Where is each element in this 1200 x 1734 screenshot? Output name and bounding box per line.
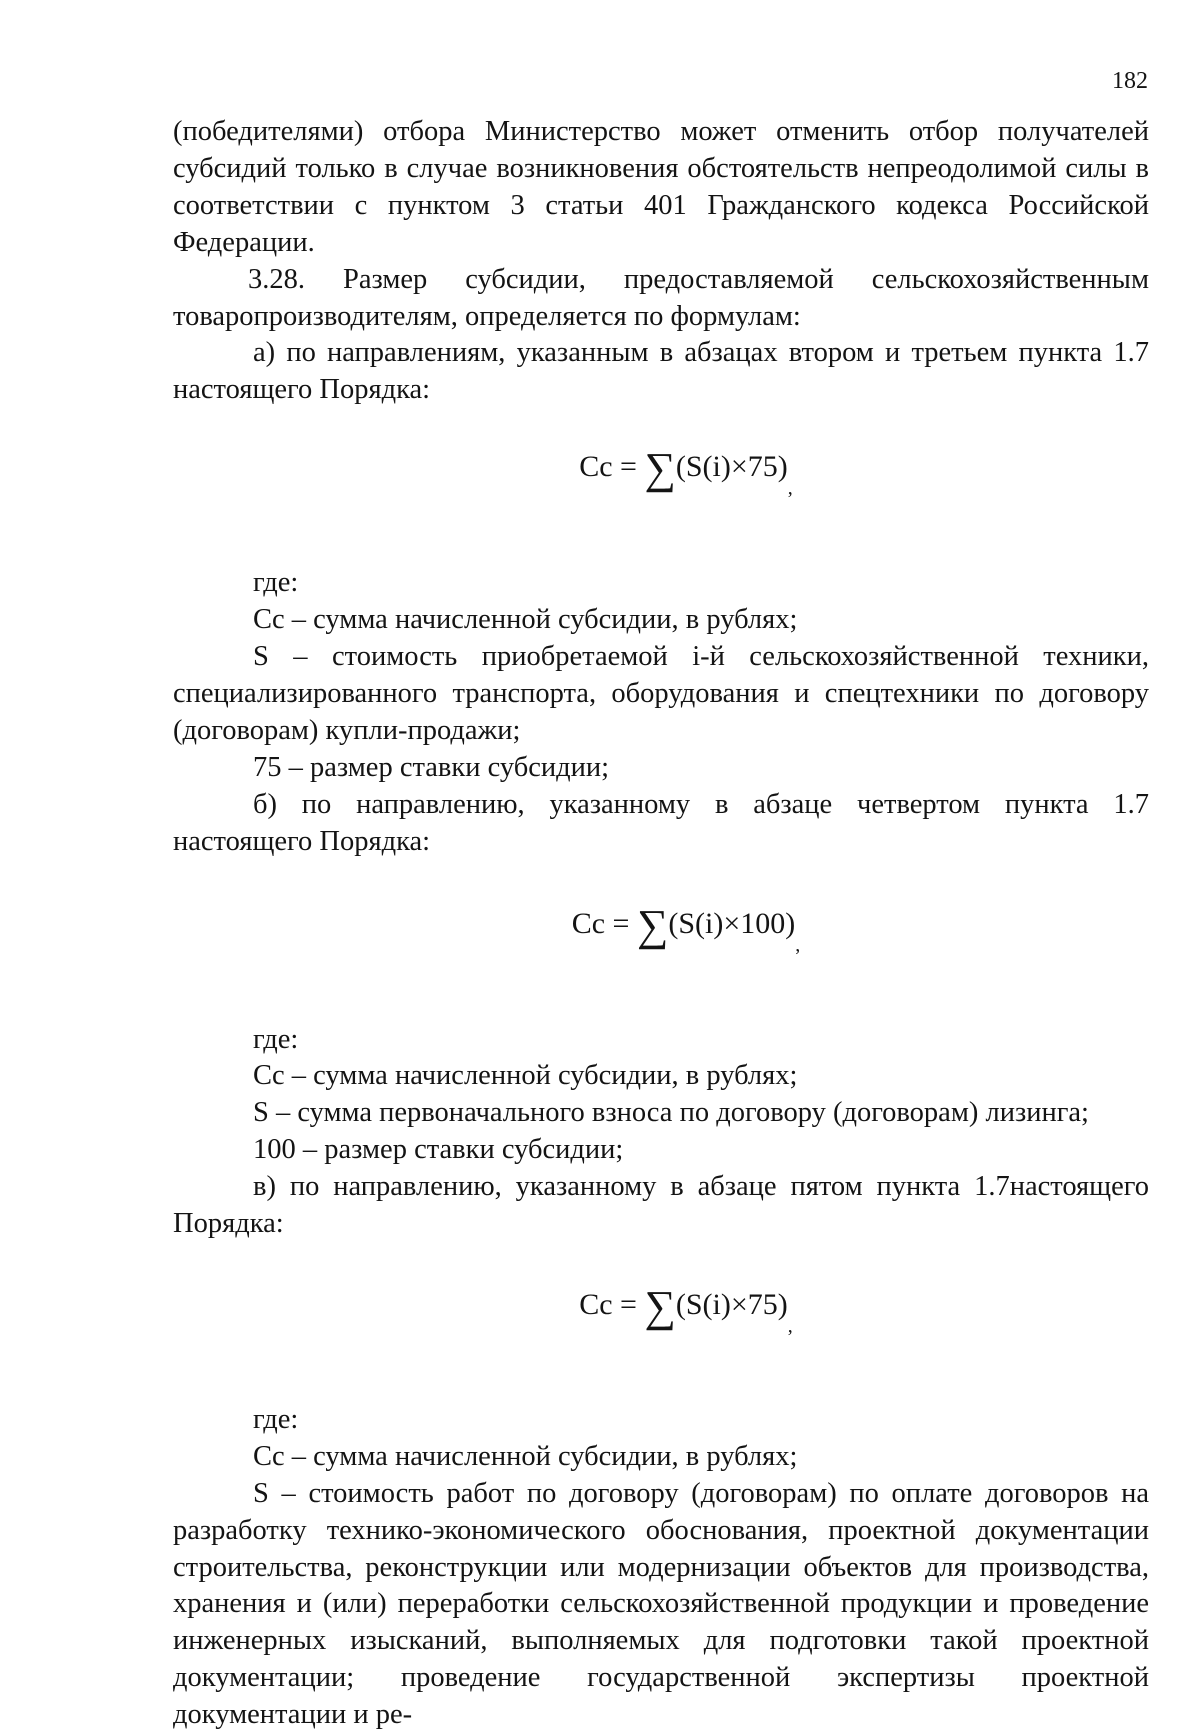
- sum-sign: ∑: [636, 900, 669, 950]
- formula-b: [173, 900, 1149, 965]
- definition-rate: 100 – размер ставки субсидии;: [253, 1134, 624, 1166]
- paragraph-item-v: в) по направлению, указанному в абзаце пятом пункта 1.7настоящего Порядка:: [173, 1171, 1149, 1240]
- definition-cc: Cc – сумма начисленной субсидии, в рублях;: [253, 604, 798, 636]
- paragraph-item-b: б) по направлению, указанному в абзаце четвертом пункта 1.7 настоящего Порядка:: [173, 788, 1149, 857]
- formula-b-left: Cc =: [571, 906, 637, 940]
- definition-s: S – стоимость приобретаемой i-й сельскохозяйственной техники, специализированного транспорта, оборудования и спецтехники по договору (договорам) купли-продажи;: [173, 641, 1149, 746]
- formula-b-comma: ,: [795, 933, 801, 956]
- paragraph-item-a: а) по направлениям, указанным в абзацах втором и третьем пункта 1.7 настоящего Порядка:: [173, 337, 1149, 406]
- where-label: где:: [253, 567, 299, 599]
- paragraph-continuation: (победителями) отбора Министерство может отменить отбор получателей субсидий только в случае возникновения обстоятельств непреодолимой силы в соответствии с пунктом 3 статьи 401 Гражданского кодекса Российской Федерации.: [173, 116, 1149, 258]
- formula-v-left: Cc =: [579, 1287, 645, 1321]
- formula-a: [173, 444, 1149, 508]
- where-label: где:: [253, 1023, 299, 1055]
- paragraph-3-28: 3.28. Размер субсидии, предоставляемой сельскохозяйственным товаропроизводителям, определяется по формулам:: [173, 263, 1149, 332]
- page-number: 182: [1112, 68, 1148, 94]
- definition-s: S – стоимость работ по договору (договорам) по оплате договоров на разработку технико-экономического обоснования, проектной документации строительства, реконструкции или модернизации объектов для производства, хранения и (или) переработки сельскохозяйственной продукции и проведение инженерных изысканий, выполняемых для подготовки такой проектной документации; проведение государственной экспертизы проектной документации и ре-: [173, 1477, 1149, 1731]
- sum-sign: ∑: [644, 444, 676, 494]
- formula-a-expr: (S(i)×75): [675, 450, 788, 484]
- sum-sign: ∑: [644, 1281, 676, 1331]
- formula-b-expr: (S(i)×100): [668, 906, 796, 940]
- formula-a-comma: ,: [787, 477, 793, 500]
- formula-a-left: Cc =: [579, 450, 645, 484]
- formula-v-comma: ,: [787, 1314, 793, 1337]
- definition-cc: Cc – сумма начисленной субсидии, в рублях;: [253, 1060, 798, 1092]
- formula-v: [173, 1281, 1149, 1346]
- definition-s: S – сумма первоначального взноса по договору (договорам) лизинга;: [253, 1097, 1089, 1129]
- definition-rate: 75 – размер ставки субсидии;: [253, 751, 610, 783]
- definition-cc: Cc – сумма начисленной субсидии, в рублях;: [253, 1440, 798, 1472]
- document-body: [173, 114, 1149, 1734]
- where-label: где:: [253, 1403, 299, 1435]
- formula-v-expr: (S(i)×75): [675, 1287, 788, 1321]
